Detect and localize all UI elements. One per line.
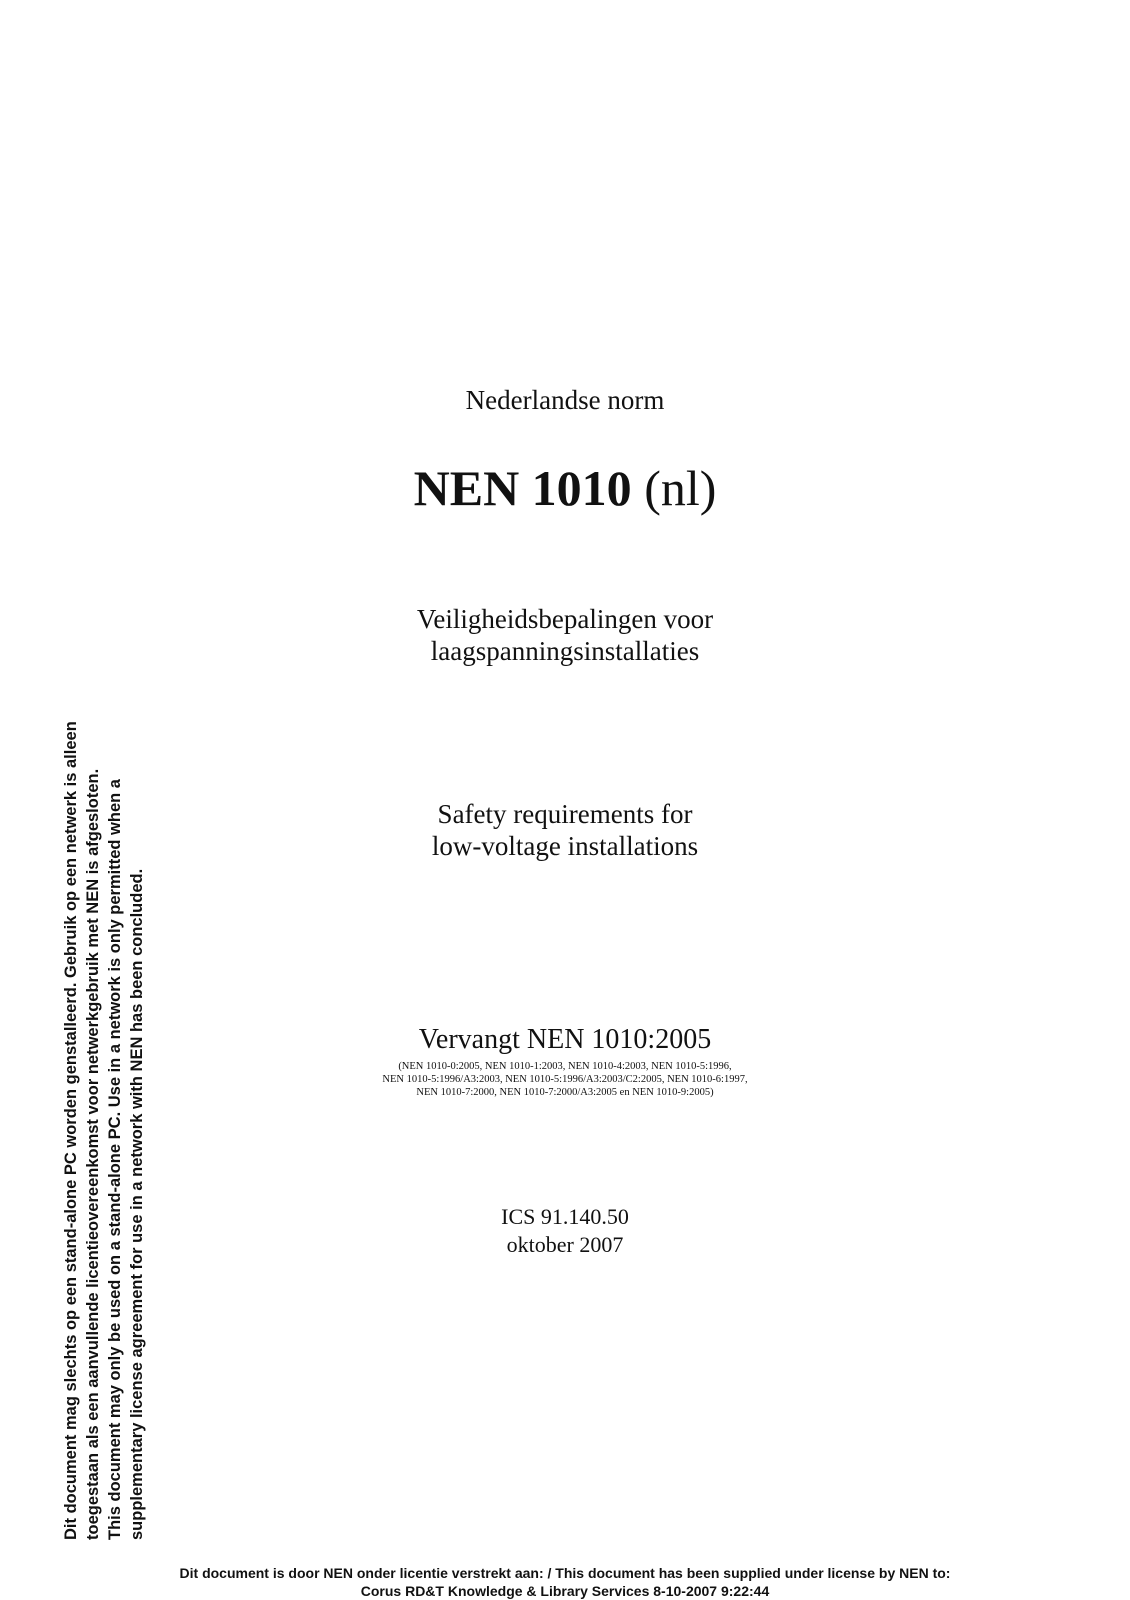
subtitle-english-line: Safety requirements for <box>437 799 693 829</box>
license-side-notice <box>60 600 148 1540</box>
license-footer-line: Dit document is door NEN onder licentie verstrekt aan: / This document has been supplied under license by NEN to: <box>179 1565 951 1581</box>
document-title <box>0 458 1130 518</box>
replaced-standards-list <box>0 1060 1130 1099</box>
replaced-standards-line: NEN 1010-7:2000, NEN 1010-7:2000/A3:2005 en NEN 1010-9:2005) <box>416 1087 714 1098</box>
license-footer <box>0 1564 1130 1600</box>
license-notice-line: This document may only be used on a stand-alone PC. Use in a network is only permitted when a <box>106 779 124 1540</box>
replaced-standards-line: NEN 1010-5:1996/A3:2003, NEN 1010-5:1996/A3:2003/C2:2005, NEN 1010-6:1997, <box>382 1074 748 1085</box>
license-notice-line: toegestaan als een aanvullende licentieovereenkomst voor netwerkgebruik met NEN is afgesloten. <box>84 768 102 1540</box>
classification-block <box>0 1203 1130 1259</box>
ics-code: ICS 91.140.50 <box>501 1204 629 1229</box>
language-code: (nl) <box>631 460 717 516</box>
replaced-standards-line: (NEN 1010-0:2005, NEN 1010-1:2003, NEN 1010-4:2003, NEN 1010-5:1996, <box>398 1061 732 1072</box>
subtitle-english-line: low-voltage installations <box>431 831 699 861</box>
replaces-notice: Vervangt NEN 1010:2005 <box>418 1024 712 1055</box>
subtitle-dutch <box>0 603 1130 667</box>
standard-number: NEN 1010 <box>413 460 632 516</box>
license-notice-line: supplementary license agreement for use in a network with NEN has been concluded. <box>128 868 146 1540</box>
subtitle-dutch-line: laagspanningsinstallaties <box>430 636 700 666</box>
publication-date: oktober 2007 <box>506 1232 624 1257</box>
subtitle-dutch-line: Veiligheidsbepalingen voor <box>416 604 714 634</box>
document-heading: Nederlandse norm <box>465 385 665 415</box>
license-footer-line: Corus RD&T Knowledge & Library Services 8-10-2007 9:22:44 <box>360 1583 770 1599</box>
license-notice-line: Dit document mag slechts op een stand-alone PC worden genstalleerd. Gebruik op een netwerk is alleen <box>62 721 80 1540</box>
subtitle-english <box>0 798 1130 862</box>
